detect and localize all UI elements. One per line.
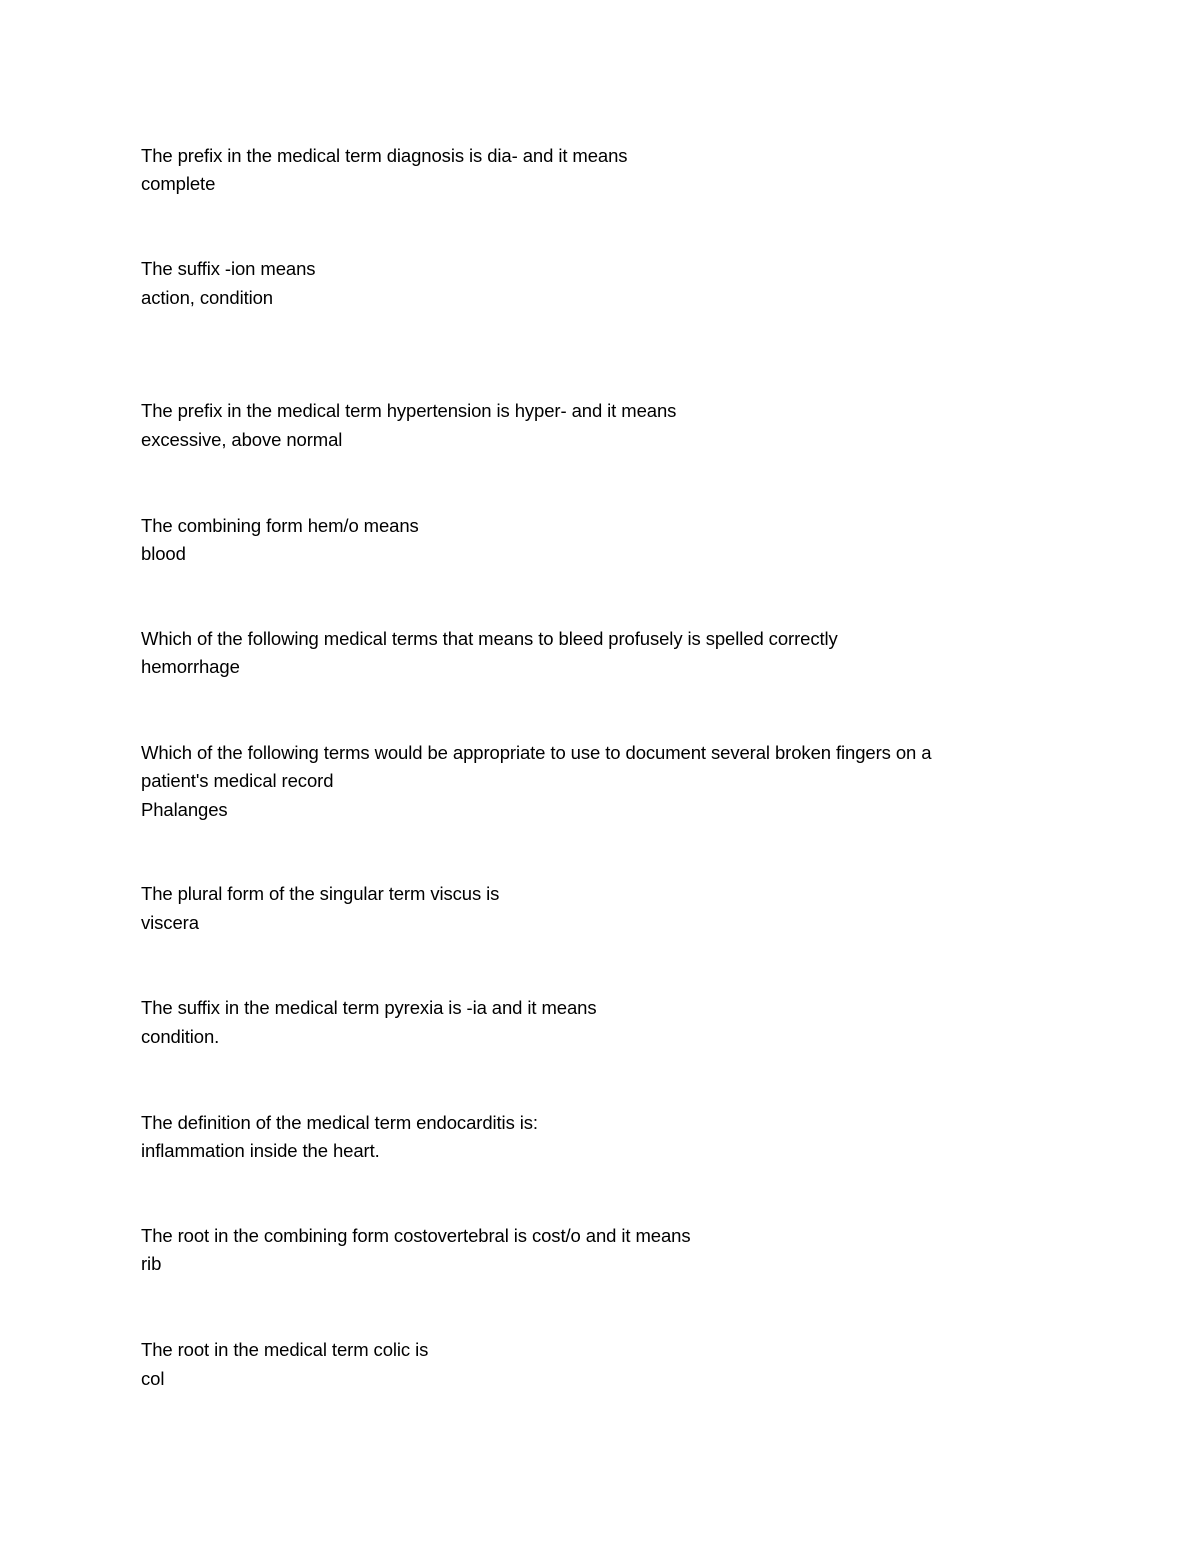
question-text: The root in the medical term colic is xyxy=(141,1339,429,1360)
question-text: The definition of the medical term endocarditis is: xyxy=(141,1112,538,1133)
question-text: The root in the combining form costovertebral is cost/o and it means xyxy=(141,1225,691,1246)
question-text: The prefix in the medical term diagnosis is dia- and it means xyxy=(141,145,628,166)
question-text: The combining form hem/o means xyxy=(141,515,419,536)
answer-text: complete xyxy=(141,173,216,194)
answer-text: viscera xyxy=(141,912,199,933)
answer-text: Phalanges xyxy=(141,799,228,820)
question-text: The prefix in the medical term hypertension is hyper- and it means xyxy=(141,400,677,421)
answer-text: condition. xyxy=(141,1026,220,1047)
answer-text: rib xyxy=(141,1253,162,1274)
question-text: The plural form of the singular term viscus is xyxy=(141,883,500,904)
answer-text: hemorrhage xyxy=(141,656,240,677)
answer-text: blood xyxy=(141,543,186,564)
answer-text: inflammation inside the heart. xyxy=(141,1140,380,1161)
question-text: Which of the following terms would be appropriate to use to document several broken fingers on a xyxy=(141,742,932,763)
question-text: The suffix in the medical term pyrexia is -ia and it means xyxy=(141,997,597,1018)
answer-text: col xyxy=(141,1368,165,1389)
question-text: Which of the following medical terms that means to bleed profusely is spelled correctly xyxy=(141,628,838,649)
answer-text: action, condition xyxy=(141,287,274,308)
question-text: The suffix -ion means xyxy=(141,258,316,279)
question-text-continued: patient's medical record xyxy=(141,770,334,791)
answer-text: excessive, above normal xyxy=(141,429,343,450)
